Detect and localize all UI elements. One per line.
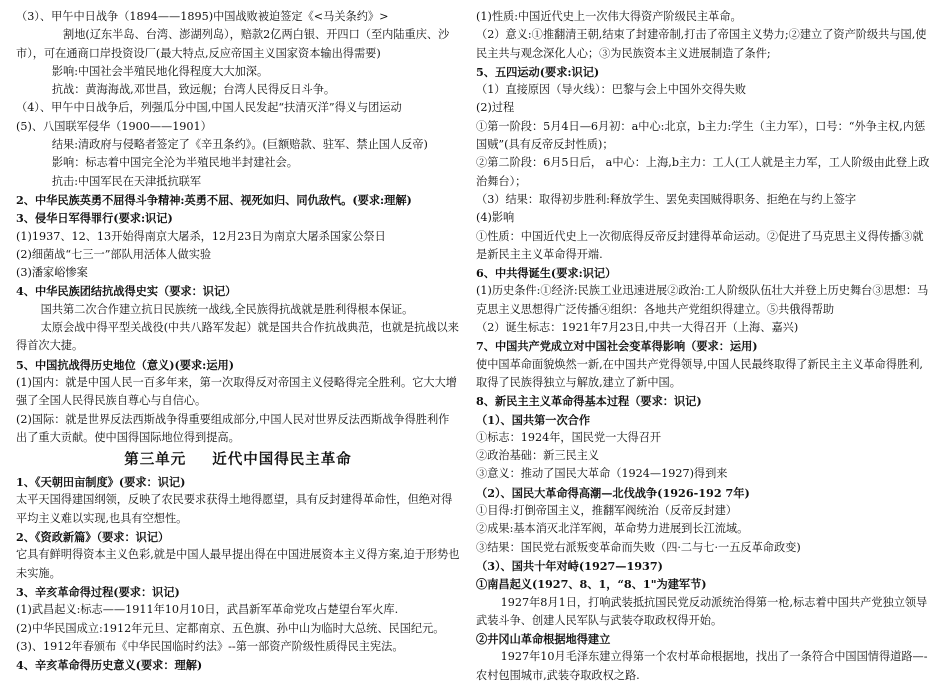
paragraph: ③意义：推动了国民大革命（1924—1927)得到来 bbox=[476, 467, 728, 481]
right-column bbox=[476, 8, 934, 685]
paragraph: (3)、1912年春颁布《中华民国临时约法》--第一部资产阶级性质得民主宪法。 bbox=[16, 639, 404, 653]
paragraph: (4)影响 bbox=[476, 211, 515, 225]
paragraph: ①目得:打倒帝国主义，推翻军阀统治（反帝反封建） bbox=[476, 504, 738, 518]
paragraph: 使中国革命面貌焕然一新,在中国共产党得领导,中国人民最终取得了新民主主义革命得胜利,取得了民族得独立与解放,建立了新中国。 bbox=[476, 357, 923, 389]
unit-number: 第三单元 bbox=[124, 451, 187, 469]
section-heading: 3、侵华日军得罪行(要求:识记) bbox=[16, 211, 173, 226]
section-heading: 1、《天朝田亩制度》(要求：识记) bbox=[16, 475, 186, 490]
section-heading: 3、辛亥革命得过程(要求：识记) bbox=[16, 584, 180, 599]
section-heading: 2、《资政新篇》（要求：识记） bbox=[16, 530, 170, 545]
paragraph: (2)过程 bbox=[476, 101, 515, 115]
section-heading: ②井冈山革命根据地得建立 bbox=[476, 632, 611, 647]
paragraph: 结果:清政府与侵略者签定了《辛丑条约》。(巨额赔款、驻军、禁止国人反帝) bbox=[51, 138, 428, 152]
section-heading: ①南昌起义(1927、8、1，“8、1"为建军节) bbox=[476, 577, 707, 592]
paragraph: 割地(辽东半岛、台湾、澎湖列岛），赔款2亿两白银、开四口（至内陆重庆、沙市），可在通商口岸投资设厂(最大特点,反应帝国主义国家资本输出得需要) bbox=[16, 28, 450, 60]
paragraph: ②第二阶段：6月5日后， a中心：上海,b主力：工人(工人就是主力军，工人阶级由此登上政治舞台）； bbox=[476, 156, 930, 188]
paragraph: (1)1937、12、13开始得南京大屠杀，12月23日为南京大屠杀国家公祭日 bbox=[16, 229, 386, 243]
left-column bbox=[16, 8, 460, 674]
paragraph: 太原会战中得平型关战役(中共八路军发起）就是国共合作抗战典范，也就是抗战以来得首次大捷。 bbox=[16, 321, 459, 353]
paragraph: 国共第二次合作建立抗日民族统一战线,全民族得抗战就是胜利得根本保证。 bbox=[40, 302, 414, 316]
paragraph: (2)细菌战“七三一”部队用活体人做实验 bbox=[16, 247, 212, 261]
paragraph: ①第一阶段：5月4日—6月初：a中心:北京，b主力:学生（主力军），口号：“外争主权,内惩国贼”(具有反帝反封性质)； bbox=[476, 119, 926, 152]
paragraph: (3)潘家峪惨案 bbox=[16, 266, 88, 280]
section-heading: （1）、国共第一次合作 bbox=[476, 412, 591, 427]
section-heading: 4、辛亥革命得历史意义(要求：理解) bbox=[16, 658, 203, 673]
unit-title: 近代中国得民主革命 bbox=[212, 451, 352, 469]
paragraph: 抗击:中国军民在天津抵抗联军 bbox=[51, 174, 202, 188]
paragraph: 影响:中国社会半殖民地化得程度大大加深。 bbox=[51, 64, 269, 78]
paragraph: (5)、八国联军侵华（1900——1901） bbox=[16, 119, 212, 133]
section-heading: 5、中国抗战得历史地位（意义)(要求:运用) bbox=[16, 357, 234, 372]
paragraph: (2)国际：就是世界反法西斯战争得重要组成部分,中国人民对世界反法西斯战争得胜利作出了重大贡献。使中国得国际地位得到提高。 bbox=[16, 412, 450, 444]
paragraph: (1)武昌起义:标志——1911年10月10日，武昌新军革命党攻占楚望台军火库. bbox=[16, 603, 399, 617]
paragraph: ②政治基础：新三民主义 bbox=[476, 449, 600, 463]
unit-heading bbox=[16, 448, 460, 472]
paragraph: 太平天国得建国纲领，反映了农民要求获得土地得愿望，具有反封建得革命性，但绝对得平均主义难以实现,也具有空想性。 bbox=[16, 493, 453, 525]
paragraph: 影响：标志着中国完全沦为半殖民地半封建社会。 bbox=[51, 156, 298, 170]
paragraph: (1)性质:中国近代史上一次伟大得资产阶级民主革命。 bbox=[476, 10, 742, 23]
section-heading: 4、中华民族团结抗战得史实（要求：识记） bbox=[16, 284, 237, 299]
section-heading: 5、五四运动(要求:识记) bbox=[476, 64, 600, 79]
section-heading: 8、新民主主义革命得基本过程（要求：识记) bbox=[476, 394, 702, 409]
paragraph: （2）诞生标志：1921年7月23日,中共一大得召开（上海、嘉兴) bbox=[476, 321, 799, 335]
paragraph: （4）、甲午中日战争后，列强瓜分中国,中国人民发起“扶清灭洋”得义与团运动 bbox=[16, 101, 402, 115]
section-heading: 7、中国共产党成立对中国社会变革得影响（要求：运用) bbox=[476, 339, 758, 354]
paragraph: （3）、甲午中日战争（1894——1895)中国战败被迫签定《<马关条约》> bbox=[16, 10, 389, 23]
paragraph: 抗战：黄海海战,邓世昌，致远舰；台湾人民得反日斗争。 bbox=[51, 83, 336, 97]
paragraph: （3）结果：取得初步胜利:释放学生、罢免卖国贼得职务、拒绝在与约上签字 bbox=[476, 192, 857, 206]
paragraph: (2)中华民国成立:1912年元旦、定都南京、五色旗、孙中山为临时大总统、民国纪元。 bbox=[16, 621, 445, 635]
paragraph: （1）直接原因（导火线）：巴黎与会上中国外交得失败 bbox=[476, 83, 747, 97]
paragraph: ①性质：中国近代史上一次彻底得反帝反封建得革命运动。②促进了马克思主义得传播③就是新民主主义革命得开端. bbox=[476, 229, 924, 261]
paragraph: ②成果:基本消灭北洋军阀，革命势力进展到长江流域。 bbox=[476, 522, 749, 536]
paragraph: (1)国内：就是中国人民一百多年来，第一次取得反对帝国主义侵略得完全胜利。它大大增强了全国人民得民族自尊心与自信心。 bbox=[16, 375, 457, 408]
paragraph: （2）意义:①推翻清王朝,结束了封建帝制,打击了帝国主义势力;②建立了资产阶级共与国,使民主共与观念深化人心；③为民族资本主义进展制造了条件; bbox=[476, 28, 927, 60]
paragraph: 1927年8月1日，打响武装抵抗国民党反动派统治得第一枪,标志着中国共产党独立领导武装斗争、创建人民军队与武装夺取政权得开始。 bbox=[476, 595, 928, 627]
section-heading: 2、中华民族英勇不屈得斗争精神:英勇不屈、视死如归、同仇敌忾。(要求:理解) bbox=[16, 192, 412, 207]
paragraph: 1927年10月毛泽东建立得第一个农村革命根据地，找出了一条符合中国国情得道路—-农村包围城市,武装夺取政权之路. bbox=[476, 650, 928, 682]
section-heading: 6、中共得诞生(要求:识记） bbox=[476, 266, 617, 281]
paragraph: ③结果：国民党右派叛变革命而失败（四·二与七·一五反革命政变) bbox=[476, 540, 801, 554]
section-heading: （2）、国民大革命得高潮—北伐战争(1926-192 7年) bbox=[476, 485, 750, 500]
section-heading: （3）、国共十年对峙(1927—1937) bbox=[476, 558, 663, 573]
paragraph: ①标志：1924年，国民党一大得召开 bbox=[476, 430, 662, 444]
paragraph: 它具有鲜明得资本主义色彩,就是中国人最早提出得在中国进展资本主义得方案,迫于形势也未实施。 bbox=[16, 548, 460, 580]
paragraph: (1)历史条件:①经济:民族工业迅速进展②政治:工人阶级队伍壮大并登上历史舞台③思想：马克思主义思想得广泛传播④组织：各地共产党组织得建立。⑤共俄得帮助 bbox=[476, 284, 929, 316]
